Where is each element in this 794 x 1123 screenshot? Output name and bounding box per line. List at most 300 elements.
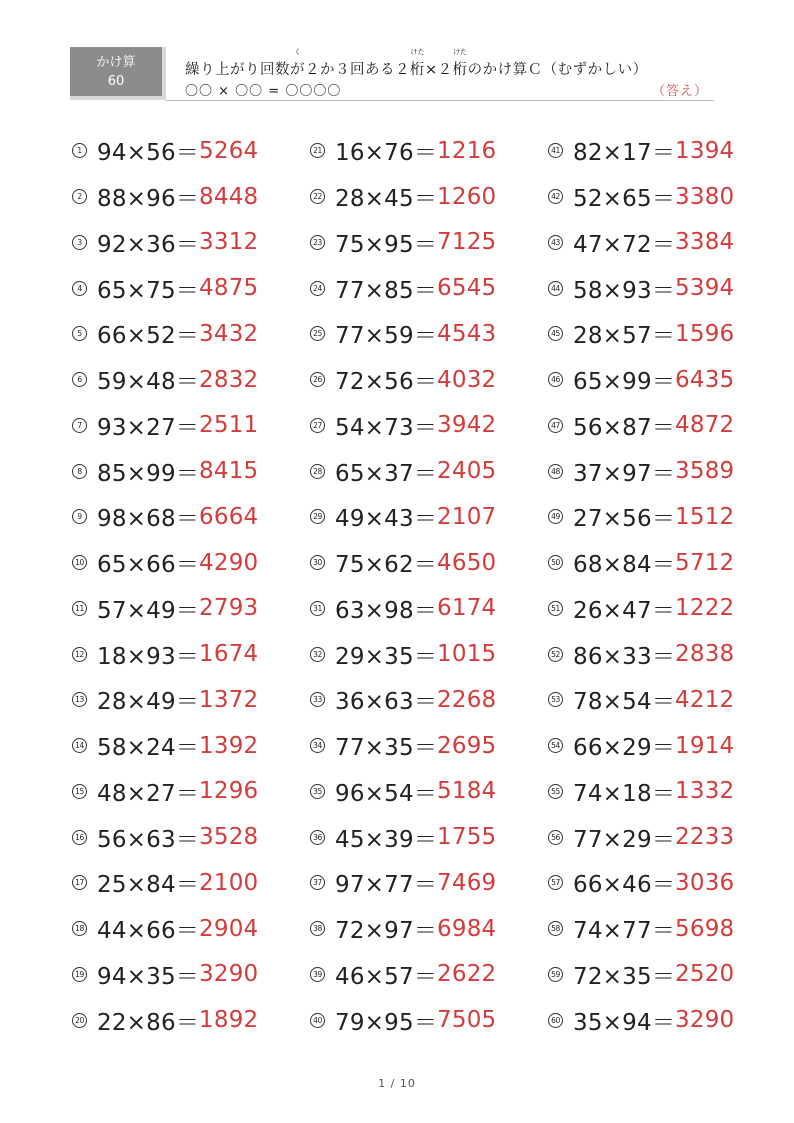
multiplier: 76 [384,140,414,167]
times-sign: × [602,643,623,670]
equals-sign: ＝ [413,643,438,670]
problem-row [72,128,310,174]
equals-sign: ＝ [651,918,676,945]
problem-grid [72,128,752,1043]
equals-sign: ＝ [651,689,676,716]
equals-sign: ＝ [651,460,676,487]
problem-row [310,814,548,860]
equals-sign: ＝ [175,1009,200,1036]
multiplicand: 72 [573,963,603,990]
multiplier: 98 [384,597,414,624]
equals-sign: ＝ [175,140,200,167]
equals-sign: ＝ [651,414,676,441]
multiplier: 49 [146,689,176,716]
times-sign: × [364,186,385,213]
equals-sign: ＝ [175,186,200,213]
problem-expression [97,638,199,671]
multiplicand: 65 [97,277,127,304]
answer-value: 2793 [199,595,259,622]
times-sign: × [364,1009,385,1036]
equals-sign: ＝ [651,643,676,670]
problem-row [72,220,310,266]
times-sign: × [602,872,623,899]
answer-value: 6664 [199,503,259,530]
multiplicand: 46 [335,963,365,990]
problem-number-circle: 31 [310,601,325,616]
problem-row [310,540,548,586]
times-sign: × [602,140,623,167]
problem-row [310,403,548,449]
problem-row [310,448,548,494]
answer-value: 2904 [199,915,259,942]
answer-value: 6984 [437,915,497,942]
problem-expression [573,500,675,533]
multiplicand: 75 [335,231,365,258]
times-sign: × [126,140,147,167]
problem-expression [335,912,437,945]
problem-row [72,403,310,449]
multiplicand: 65 [573,369,603,396]
answer-value: 5712 [675,549,735,576]
multiplier: 56 [146,140,176,167]
problem-expression [97,363,199,396]
problem-expression [335,180,437,213]
multiplicand: 82 [573,140,603,167]
answer-value: 2838 [675,641,735,668]
multiplier: 65 [622,186,652,213]
problem-number-circle: 33 [310,692,325,707]
multiplier: 29 [622,735,652,762]
problem-row [310,586,548,632]
answer-value: 3036 [675,869,735,896]
times-sign: × [364,369,385,396]
multiplicand: 94 [97,963,127,990]
problem-expression [573,546,675,579]
equals-sign: ＝ [175,872,200,899]
multiplicand: 58 [573,277,603,304]
problem-row [72,265,310,311]
answer-value: 7125 [437,229,497,256]
answer-value: 4290 [199,549,259,576]
worksheet-badge [70,47,166,100]
answer-value: 1394 [675,137,735,164]
problem-number-circle: 25 [310,326,325,341]
problem-number-circle: 56 [548,830,563,845]
times-sign: × [602,277,623,304]
problem-expression [335,821,437,854]
problem-number-circle: 50 [548,555,563,570]
problem-expression [573,958,675,991]
problem-row [72,357,310,403]
multiplier: 62 [384,552,414,579]
multiplicand: 72 [335,369,365,396]
problem-expression [335,546,437,579]
problem-expression [97,500,199,533]
format-hint: 〇〇 × 〇〇 = 〇〇〇〇 [185,84,342,99]
multiplicand: 25 [97,872,127,899]
answer-value: 1596 [675,320,735,347]
multiplier: 47 [622,597,652,624]
problem-expression [335,866,437,899]
problem-row [548,997,752,1043]
multiplicand: 28 [97,689,127,716]
multiplier: 56 [622,506,652,533]
problem-row [310,723,548,769]
multiplicand: 36 [335,689,365,716]
equals-sign: ＝ [175,597,200,624]
problem-expression [97,729,199,762]
problem-number-circle: 35 [310,784,325,799]
problem-expression [335,592,437,625]
multiplicand: 28 [573,323,603,350]
problem-row [548,220,752,266]
times-sign: × [602,369,623,396]
multiplier: 52 [146,323,176,350]
answer-value: 4875 [199,275,259,302]
multiplicand: 66 [573,872,603,899]
multiplicand: 47 [573,231,603,258]
problem-expression [335,455,437,488]
answer-value: 1914 [675,732,735,759]
equals-sign: ＝ [651,1009,676,1036]
times-sign: × [126,963,147,990]
problem-row [72,540,310,586]
answer-value: 3290 [675,1007,735,1034]
problem-expression [573,775,675,808]
multiplier: 99 [622,369,652,396]
problem-expression [97,546,199,579]
equals-sign: ＝ [413,597,438,624]
answer-value: 4650 [437,549,497,576]
problem-row [310,494,548,540]
answer-value: 5264 [199,137,259,164]
problem-number-circle: 57 [548,875,563,890]
problem-row [310,677,548,723]
answer-value: 1296 [199,778,259,805]
answer-value: 3528 [199,824,259,851]
equals-sign: ＝ [175,918,200,945]
problem-expression [573,272,675,305]
answer-value: 2832 [199,366,259,393]
problem-number-circle: 6 [72,372,87,387]
answer-value: 3290 [199,961,259,988]
equals-sign: ＝ [413,918,438,945]
multiplier: 93 [622,277,652,304]
problem-row [548,631,752,677]
equals-sign: ＝ [413,689,438,716]
equals-sign: ＝ [651,140,676,167]
answer-value: 5698 [675,915,735,942]
problem-expression [573,729,675,762]
problem-row [72,769,310,815]
multiplicand: 65 [335,460,365,487]
times-sign: × [126,780,147,807]
problem-row [72,723,310,769]
answer-value: 8415 [199,458,259,485]
equals-sign: ＝ [175,552,200,579]
equals-sign: ＝ [175,643,200,670]
problem-expression [335,638,437,671]
problem-expression [335,500,437,533]
problem-expression [97,272,199,305]
ruby-ku: く [294,48,301,56]
equals-sign: ＝ [413,1009,438,1036]
problem-row [310,631,548,677]
answer-value: 6435 [675,366,735,393]
multiplicand: 18 [97,643,127,670]
problem-row [310,174,548,220]
answer-value: 1892 [199,1007,259,1034]
keta-2: けた 桁 [452,48,468,78]
multiplier: 66 [146,552,176,579]
problem-number-circle: 51 [548,601,563,616]
problem-row [548,128,752,174]
equals-sign: ＝ [651,735,676,762]
answer-value: 6545 [437,275,497,302]
answer-value: 7469 [437,869,497,896]
times-sign: × [364,597,385,624]
answer-value: 1512 [675,503,735,530]
times-sign: × [364,872,385,899]
problem-row [548,448,752,494]
problem-row [72,631,310,677]
problem-number-circle: 60 [548,1013,563,1028]
problem-number-circle: 37 [310,875,325,890]
multiplier: 63 [146,826,176,853]
times-sign: × [364,414,385,441]
equals-sign: ＝ [175,506,200,533]
times-sign: × [602,963,623,990]
times-sign: × [602,597,623,624]
equals-sign: ＝ [413,506,438,533]
problem-number-circle: 18 [72,921,87,936]
multiplier: 29 [622,826,652,853]
equals-sign: ＝ [175,323,200,350]
equals-sign: ＝ [651,277,676,304]
multiplicand: 96 [335,780,365,807]
keta-1: けた 桁 [410,48,425,78]
equals-sign: ＝ [175,231,200,258]
ruby-keta-1: けた [410,48,425,56]
problem-number-circle: 43 [548,235,563,250]
equals-sign: ＝ [413,460,438,487]
multiplier: 35 [146,963,176,990]
problem-number-circle: 39 [310,967,325,982]
problem-expression [97,180,199,213]
multiplicand: 44 [97,918,127,945]
multiplier: 87 [622,414,652,441]
multiplicand: 79 [335,1009,365,1036]
problem-number-circle: 30 [310,555,325,570]
equals-sign: ＝ [651,369,676,396]
equals-sign: ＝ [651,597,676,624]
answer-value: 7505 [437,1007,497,1034]
problem-expression [97,317,199,350]
answer-value: 1015 [437,641,497,668]
problem-row [72,448,310,494]
multiplier: 84 [622,552,652,579]
multiplier: 54 [622,689,652,716]
problem-row [72,952,310,998]
badge-number: 60 [107,73,125,89]
answer-value: 1392 [199,732,259,759]
equals-sign: ＝ [651,963,676,990]
multiplier: 96 [146,186,176,213]
problem-expression [97,775,199,808]
answer-value: 1674 [199,641,259,668]
multiplier: 35 [622,963,652,990]
answer-value: 4543 [437,320,497,347]
problem-number-circle: 58 [548,921,563,936]
equals-sign: ＝ [413,963,438,990]
answer-value: 1260 [437,183,497,210]
times-sign: × [602,414,623,441]
problem-expression [97,958,199,991]
answer-value: 4872 [675,412,735,439]
answer-value: 3380 [675,183,735,210]
problem-row [72,906,310,952]
title-first-char [185,48,410,79]
multiplier: 33 [622,643,652,670]
multiplier: 57 [384,963,414,990]
problem-number-circle: 28 [310,464,325,479]
multiplier: 73 [384,414,414,441]
problem-expression [97,409,199,442]
equals-sign: ＝ [413,277,438,304]
problem-row [310,860,548,906]
equals-sign: ＝ [651,552,676,579]
multiplier: 94 [622,1009,652,1036]
problem-row [310,311,548,357]
problem-number-circle: 1 [72,143,87,158]
multiplier: 77 [622,918,652,945]
problem-expression [97,226,199,259]
problem-expression [335,958,437,991]
problem-number-circle: 19 [72,967,87,982]
answer-value: 2695 [437,732,497,759]
problem-row [72,677,310,723]
problem-expression [573,866,675,899]
answer-value: 1332 [675,778,735,805]
answer-value: 8448 [199,183,259,210]
equals-sign: ＝ [175,963,200,990]
problem-row [72,997,310,1043]
equals-sign: ＝ [413,140,438,167]
problem-expression [335,134,437,167]
problem-expression [335,1004,437,1037]
multiplier: 63 [384,689,414,716]
times-sign: × [364,918,385,945]
problem-number-circle: 32 [310,647,325,662]
multiplier: 68 [146,506,176,533]
multiplicand: 92 [97,231,127,258]
multiplicand: 49 [335,506,365,533]
multiplier: 97 [384,918,414,945]
multiplier: 54 [384,780,414,807]
problem-number-circle: 26 [310,372,325,387]
problem-expression [335,409,437,442]
problem-number-circle: 52 [548,647,563,662]
equals-sign: ＝ [651,826,676,853]
times-sign: × [602,186,623,213]
title-mid: ×２ [425,62,453,78]
answer-value: 2107 [437,503,497,530]
problem-number-circle: 10 [72,555,87,570]
multiplicand: 28 [335,186,365,213]
multiplier: 49 [146,597,176,624]
problem-number-circle: 45 [548,326,563,341]
answer-value: 2233 [675,824,735,851]
problem-expression [573,821,675,854]
times-sign: × [602,735,623,762]
multiplicand: 29 [335,643,365,670]
title-post: のかけ算Ｃ（むずかしい） [467,62,648,78]
answer-value: 3942 [437,412,497,439]
answer-value: 1372 [199,686,259,713]
problem-expression [335,729,437,762]
problem-number-circle: 55 [548,784,563,799]
problem-number-circle: 9 [72,509,87,524]
times-sign: × [126,918,147,945]
problem-row [310,906,548,952]
multiplier: 72 [622,231,652,258]
problem-number-circle: 49 [548,509,563,524]
times-sign: × [126,506,147,533]
times-sign: × [126,826,147,853]
multiplicand: 97 [335,872,365,899]
answer-value: 2511 [199,412,259,439]
multiplicand: 52 [573,186,603,213]
problem-number-circle: 12 [72,647,87,662]
times-sign: × [364,277,385,304]
problem-number-circle: 34 [310,738,325,753]
problem-row [548,540,752,586]
problem-row [548,677,752,723]
multiplicand: 74 [573,780,603,807]
multiplicand: 94 [97,140,127,167]
multiplicand: 68 [573,552,603,579]
badge-title: かけ算 [96,55,136,70]
problem-row [548,357,752,403]
answer-value: 1216 [437,137,497,164]
times-sign: × [364,643,385,670]
page-number: 1 / 10 [378,1077,416,1090]
times-sign: × [126,414,147,441]
equals-sign: ＝ [175,460,200,487]
answer-value: 3384 [675,229,735,256]
problem-number-circle: 40 [310,1013,325,1028]
multiplier: 95 [384,1009,414,1036]
problem-number-circle: 48 [548,464,563,479]
multiplier: 17 [622,140,652,167]
times-sign: × [126,1009,147,1036]
problem-row [310,769,548,815]
answer-value: 1222 [675,595,735,622]
multiplicand: 77 [335,735,365,762]
times-sign: × [364,140,385,167]
equals-sign: ＝ [413,414,438,441]
times-sign: × [364,506,385,533]
equals-sign: ＝ [175,414,200,441]
problem-expression [573,409,675,442]
equals-sign: ＝ [413,231,438,258]
problem-number-circle: 41 [548,143,563,158]
problem-expression [97,1004,199,1037]
problem-expression [573,592,675,625]
times-sign: × [126,231,147,258]
problem-row [72,174,310,220]
answer-value: 3312 [199,229,259,256]
